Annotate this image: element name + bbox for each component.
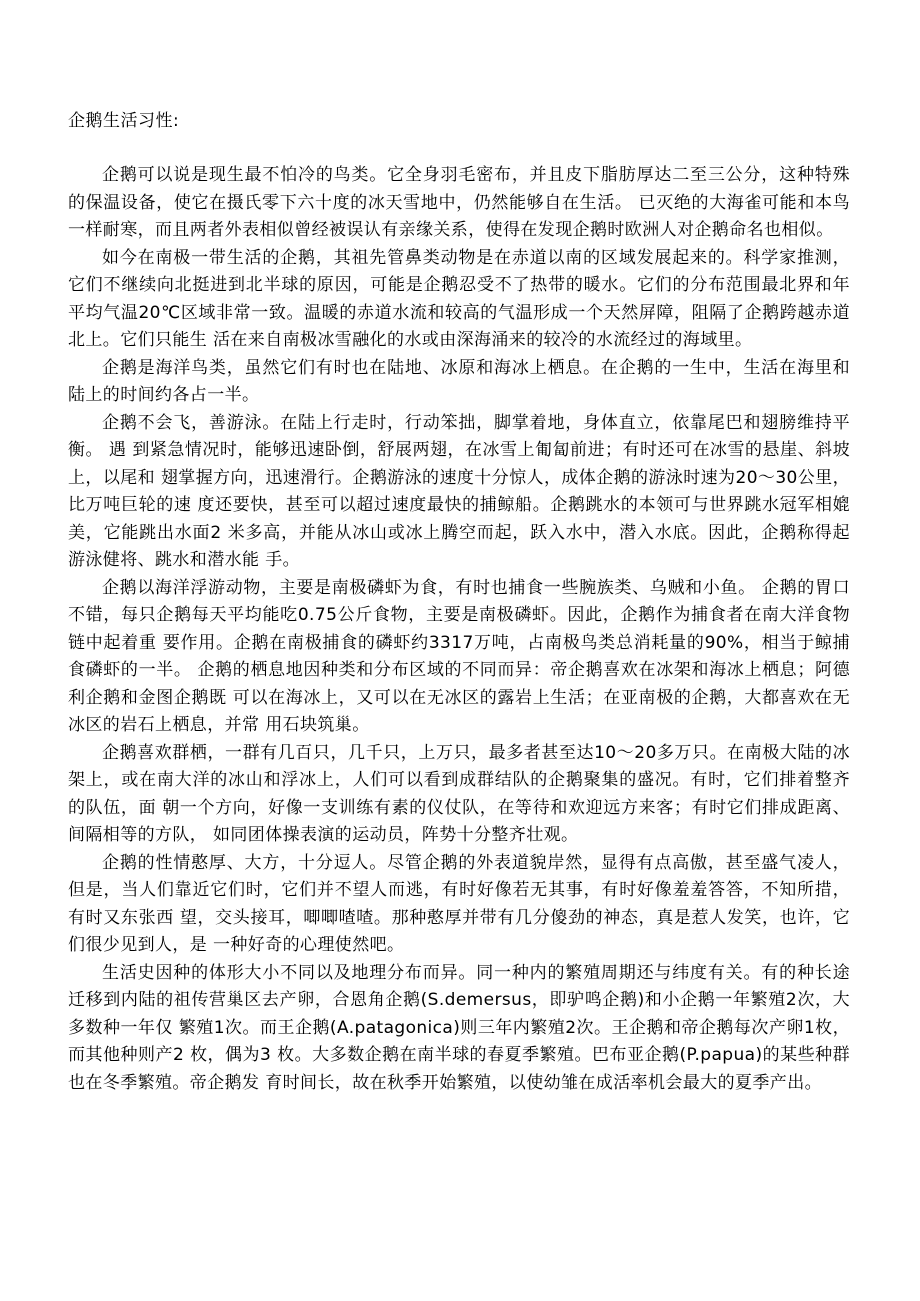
paragraph: 企鹅可以说是现生最不怕冷的鸟类。它全身羽毛密布，并且皮下脂肪厚达二至三公分，这种特殊的保温设备，使它在摄氏零下六十度的冰天雪地中，仍然能够自在生活。 已灭绝的大海雀可能和本鸟一样耐寒，而且两者外表相似曾经被误认有亲缘关系，使得在发现企鹅时欧洲人对企鹅命名也相似。 [68, 165, 850, 240]
paragraph: 企鹅的性情憨厚、大方，十分逗人。尽管企鹅的外表道貌岸然，显得有点高傲，甚至盛气凌人，但是，当人们靠近它们时，它们并不望人而逃，有时好像若无其事，有时好像羞羞答答，不知所措，有时又东张西 望，交头接耳，唧唧喳喳。那种憨厚并带有几分傻劲的神态，真是惹人发笑，也许，它们很少见到人，是 一种好奇的心理使然吧。 [68, 852, 850, 955]
paragraph: 企鹅喜欢群栖，一群有几百只，几千只，上万只，最多者甚至达10〜20多万只。在南极大陆的冰架上，或在南大洋的冰山和浮冰上，人们可以看到成群结队的企鹅聚集的盛况。有时，它们排着整齐的队伍，面 朝一个方向，好像一支训练有素的仪仗队，在等待和欢迎远方来客；有时它们排成距离、间隔相等的方队， 如同团体操表演的运动员，阵势十分整齐壮观。 [68, 742, 850, 845]
paragraph: 生活史因种的体形大小不同以及地理分布而异。同一种内的繁殖周期还与纬度有关。有的种长途迁移到内陆的祖传营巢区去产卵，合恩角企鹅(S.demersus，即驴鸣企鹅)和小企鹅一年繁殖2次，大多数种一年仅 繁殖1次。而王企鹅(A.patagonica)则三年内繁殖2次。王企鹅和帝企鹅每次产卵1枚，而其他种则产2 枚，偶为3 枚。大多数企鹅在南半球的春夏季繁殖。巴布亚企鹅(P.papua)的某些种群也在冬季繁殖。帝企鹅发 育时间长，故在秋季开始繁殖，以使幼雏在成活率机会最大的夏季产出。 [68, 962, 850, 1093]
document-title: 企鹅生活习性: [68, 111, 180, 131]
paragraph: 如今在南极一带生活的企鹅，其祖先管鼻类动物是在赤道以南的区域发展起来的。科学家推测，它们不继续向北挺进到北半球的原因，可能是企鹅忍受不了热带的暖水。它们的分布范围最北界和年平均气温20℃区域非常一致。温暖的赤道水流和较高的气温形成一个天然屏障，阻隔了企鹅跨越赤道北上。它们只能生 活在来自南极冰雪融化的水或由深海涌来的较冷的水流经过的海域里。 [68, 247, 850, 350]
paragraph: 企鹅以海洋浮游动物，主要是南极磷虾为食，有时也捕食一些腕族类、乌贼和小鱼。 企鹅的胃口不错，每只企鹅每天平均能吃0.75公斤食物，主要是南极磷虾。因此，企鹅作为捕食者在南大洋食物链中起着重 要作用。企鹅在南极捕食的磷虾约3317万吨，占南极鸟类总消耗量的90%，相当于鲸捕食磷虾的一半。 企鹅的栖息地因种类和分布区域的不同而异：帝企鹅喜欢在冰架和海冰上栖息；阿德利企鹅和金图企鹅既 可以在海冰上，又可以在无冰区的露岩上生活；在亚南极的企鹅，大都喜欢在无冰区的岩石上栖息，并常 用石块筑巢。 [68, 577, 850, 735]
paragraph: 企鹅是海洋鸟类，虽然它们有时也在陆地、冰原和海冰上栖息。在企鹅的一生中，生活在海里和陆上的时间约各占一半。 [68, 357, 850, 405]
document-body [68, 162, 850, 1097]
paragraph: 企鹅不会飞，善游泳。在陆上行走时，行动笨拙，脚掌着地，身体直立，依靠尾巴和翅膀维持平衡。 遇 到紧急情况时，能够迅速卧倒，舒展两翅，在冰雪上匍匐前进；有时还可在冰雪的悬崖、斜坡上，以尾和 翅掌握方向，迅速滑行。企鹅游泳的速度十分惊人，成体企鹅的游泳时速为20〜30公里，比万吨巨轮的速 度还要快，甚至可以超过速度最快的捕鲸船。企鹅跳水的本领可与世界跳水冠军相媲美，它能跳出水面2 米多高，并能从冰山或冰上腾空而起，跃入水中，潜入水底。因此，企鹅称得起游泳健将、跳水和潜水能 手。 [68, 412, 850, 570]
